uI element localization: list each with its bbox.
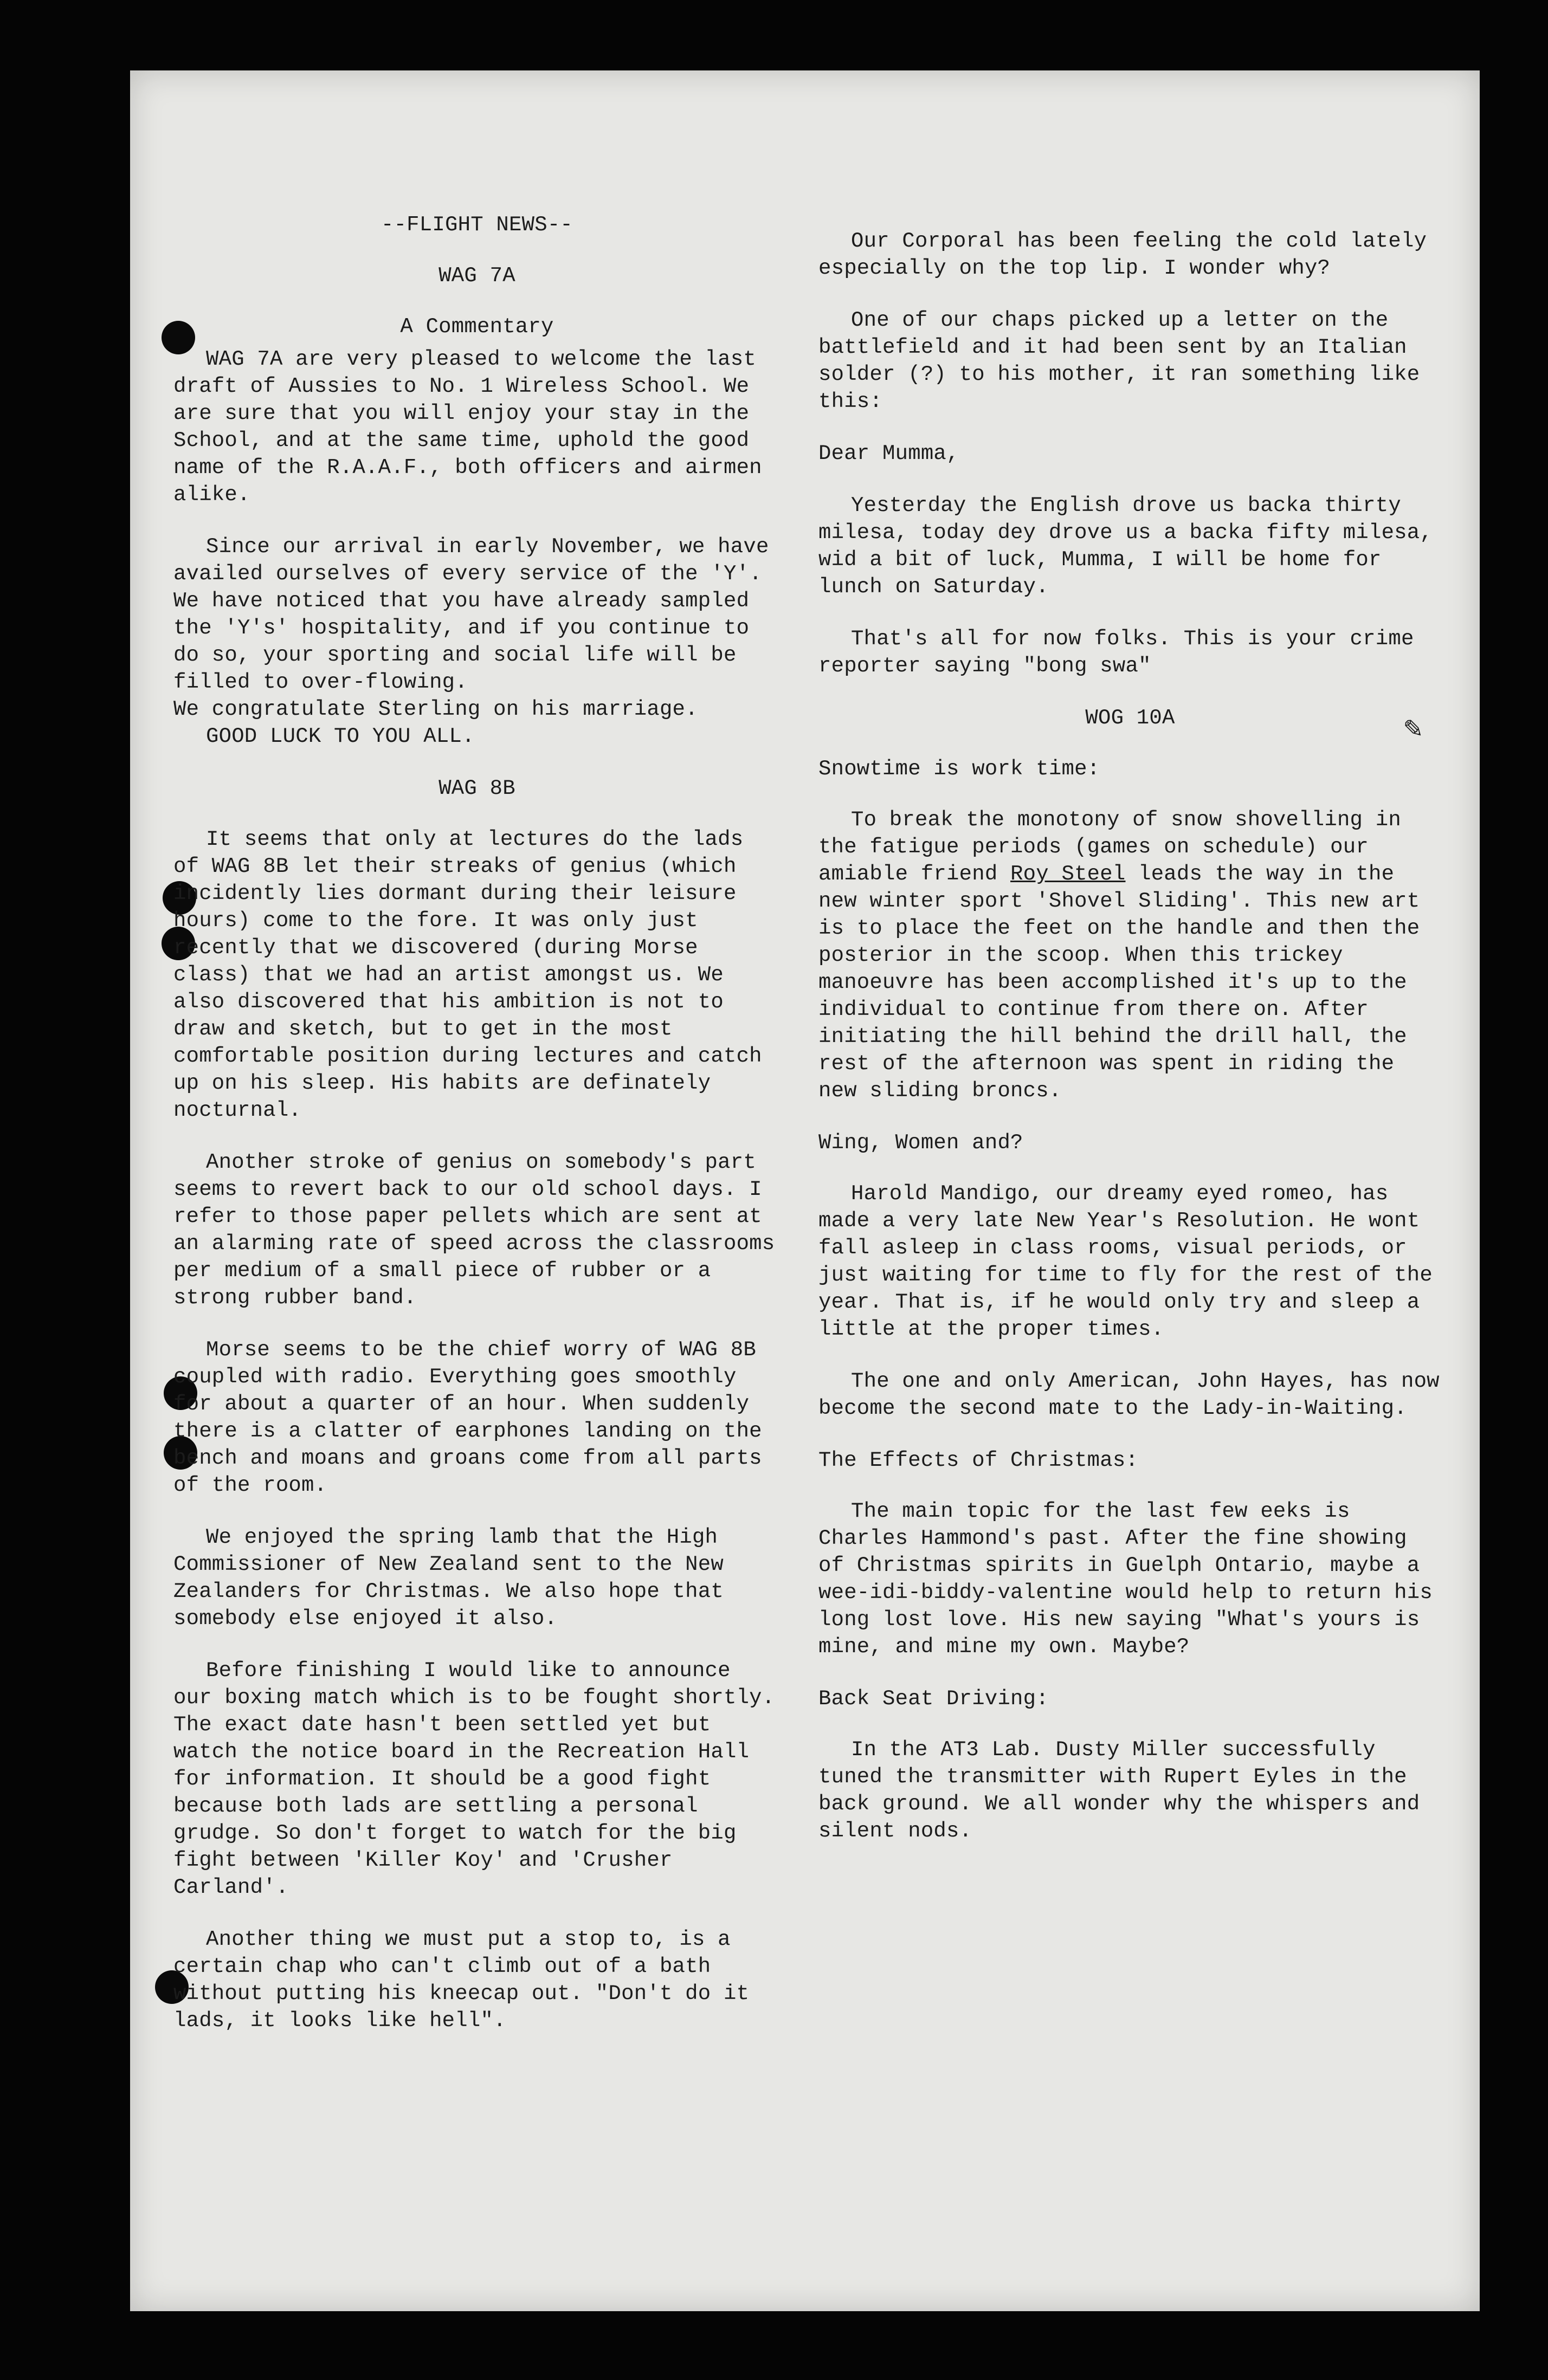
paragraph: WAG 7A are very pleased to welcome the last draft of Aussies to No. 1 Wireless School. We are sure that you will enjoy your stay in the School, and at the same time, uphold the good name of the R.A.A.F., both officers and airmen alike. <box>173 347 762 507</box>
right-column <box>818 228 1442 1870</box>
paragraph: Since our arrival in early November, we have availed ourselves of every service of the 'Y'. We have noticed that you have already sampled the 'Y's' hospitality, and if you continue to do so, your sporting and social life will be filled to over-flowing. <box>173 535 769 694</box>
paragraph: We enjoyed the spring lamb that the High Commissioner of New Zealand sent to the New Zealanders for Christmas. We also hope that somebody else enjoyed it also. <box>173 1525 724 1631</box>
text-span: leads the way in the new winter sport 'Shovel Sliding'. This new art is to place the feet on the handle and then the posterior in the scoop. When this trickey manoeuvre has been accomplished it's up to the individual to continue from there on. After initiating the hill behind the drill hall, the rest of the afternoon was spent in riding the new sliding broncs. <box>818 862 1420 1103</box>
section-heading-wag7a: WAG 7A <box>438 264 515 288</box>
paragraph: GOOD LUCK TO YOU ALL. <box>206 725 475 748</box>
subsection-heading: Wing, Women and? <box>818 1131 1023 1155</box>
newsletter-page <box>130 70 1480 2311</box>
letter-salutation: Dear Mumma, <box>818 442 959 465</box>
paragraph: It seems that only at lectures do the lads of WAG 8B let their streaks of genius (which incidently lies dormant during their leisure hours) come to the fore. It was only just recently that we discovered (during Morse class) that we had an artist amongst us. We also discovered that his ambition is not to draw and sketch, but to get in the most comfortable position during lectures and catch up on his sleep. His habits are definately nocturnal. <box>173 827 762 1122</box>
paragraph: The main topic for the last few eeks is Charles Hammond's past. After the fine showing of Christmas spirits in Guelph Ontario, maybe a wee-idi-biddy-valentine would help to return his long lost love. His new saying "What's yours is mine, and mine my own. Maybe? <box>818 1499 1433 1659</box>
subsection-heading: Snowtime is work time: <box>818 757 1100 781</box>
page-title: --FLIGHT NEWS-- <box>380 213 573 237</box>
section-subheading: A Commentary <box>400 315 554 339</box>
paragraph: Another thing we must put a stop to, is a certain chap who can't climb out of a bath without putting his kneecap out. "Don't do it lads, it looks like hell". <box>173 1928 750 2033</box>
pen-mark-icon: ✎ <box>1404 712 1422 747</box>
paragraph: Our Corporal has been feeling the cold lately especially on the top lip. I wonder why? <box>818 229 1427 280</box>
paragraph: Harold Mandigo, our dreamy eyed romeo, has made a very late New Year's Resolution. He wont fall asleep in class rooms, visual periods, or just waiting for time to fly for the rest of the year. That is, if he would only try and sleep a little at the proper times. <box>818 1182 1433 1341</box>
paragraph: Before finishing I would like to announce our boxing match which is to be fought shortly. The exact date hasn't been settled yet but watch the notice board in the Recreation Hall for information. It should be a good fight because both lads are settling a personal grudge. So don't forget to watch for the big fight between 'Killer Koy' and 'Crusher Carland'. <box>173 1659 775 1899</box>
paragraph: Morse seems to be the chief worry of WAG 8B coupled with radio. Everything goes smoothly for about a quarter of an hour. When suddenly there is a clatter of earphones landing on the bench and moans and groans come from all parts of the room. <box>173 1338 762 1497</box>
paragraph: One of our chaps picked up a letter on the battlefield and it had been sent by an Italian solder (?) to his mother, it ran something like this: <box>818 308 1420 413</box>
subsection-heading: The Effects of Christmas: <box>818 1448 1139 1472</box>
section-heading-wog10a: WOG 10A <box>1085 706 1175 730</box>
section-heading-wag8b: WAG 8B <box>438 777 515 800</box>
paragraph: That's all for now folks. This is your crime reporter saying "bong swa" <box>818 627 1414 678</box>
paragraph: Another stroke of genius on somebody's part seems to revert back to our old school days. I refer to those paper pellets which are sent at an alarming rate of speed across the classrooms per medium of a small piece of rubber or a strong rubber band. <box>173 1150 775 1310</box>
left-column <box>173 211 781 2059</box>
paragraph: The one and only American, John Hayes, has now become the second mate to the Lady-in-Waiting. <box>818 1369 1440 1420</box>
subsection-heading: Back Seat Driving: <box>818 1687 1049 1711</box>
underlined-name: Roy Steel <box>1010 862 1126 886</box>
paragraph: In the AT3 Lab. Dusty Miller successfully tuned the transmitter with Rupert Eyles in the back ground. We all wonder why the whispers and silent nods. <box>818 1738 1420 1843</box>
paragraph <box>818 806 1442 1104</box>
paragraph: Yesterday the English drove us backa thirty milesa, today dey drove us a backa fifty milesa, wid a bit of luck, Mumma, I will be home for lunch on Saturday. <box>818 494 1433 599</box>
text-span: To break the monotony of snow shovelling in the fatigue periods (games on schedule) our amiable friend <box>818 808 1401 886</box>
paragraph: We congratulate Sterling on his marriage. <box>173 697 698 721</box>
